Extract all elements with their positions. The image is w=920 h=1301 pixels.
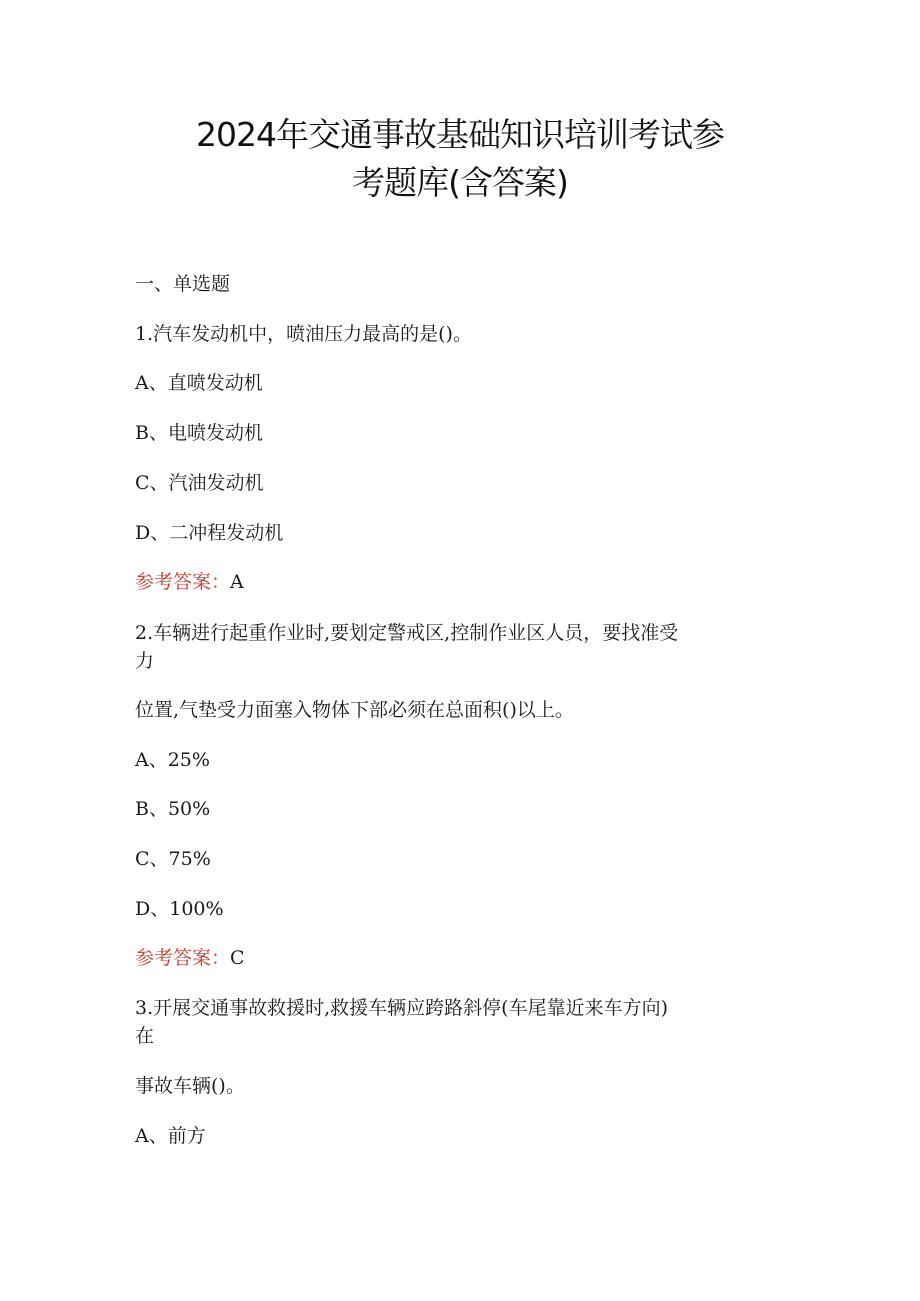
question-2-answer <box>135 946 245 970</box>
question-3-stem-line-3: 事故车辆()。 <box>135 1075 245 1097</box>
question-2-option-a: A、25% <box>135 749 210 771</box>
question-2-option-d: D、100% <box>135 898 224 920</box>
answer-label: 参考答案： <box>135 947 231 969</box>
question-1-stem: 1.汽车发动机中，喷油压力最高的是()。 <box>135 323 472 345</box>
question-2-stem-line-2: 力 <box>135 650 155 672</box>
question-1-answer <box>135 570 244 594</box>
answer-value: C <box>230 947 245 969</box>
question-2-option-b: B、50% <box>135 798 211 820</box>
question-3-stem-line-2: 在 <box>135 1025 155 1047</box>
question-1-option-a: A、直喷发动机 <box>135 372 263 394</box>
question-1-option-b: B、电喷发动机 <box>135 422 263 444</box>
question-3-stem-line-1: 3.开展交通事故救援时,救援车辆应跨路斜停(车尾靠近来车方向) <box>135 997 668 1019</box>
question-2-stem-line-3: 位置,气垫受力面塞入物体下部必须在总面积()以上。 <box>135 699 574 721</box>
answer-label: 参考答案： <box>135 571 231 593</box>
question-2-option-c: C、75% <box>135 848 211 870</box>
answer-value: A <box>230 571 244 593</box>
question-3-option-a: A、前方 <box>135 1125 206 1147</box>
document-title-line-1: 2024年交通事故基础知识培训考试参 <box>196 115 724 154</box>
question-1-option-c: C、汽油发动机 <box>135 472 264 494</box>
document-title-line-2: 考题库(含答案) <box>352 163 568 202</box>
question-2-stem-line-1: 2.车辆进行起重作业时,要划定警戒区,控制作业区人员，要找准受 <box>135 622 679 644</box>
section-heading: 一、单选题 <box>135 273 231 295</box>
question-1-option-d: D、二冲程发动机 <box>135 522 284 544</box>
